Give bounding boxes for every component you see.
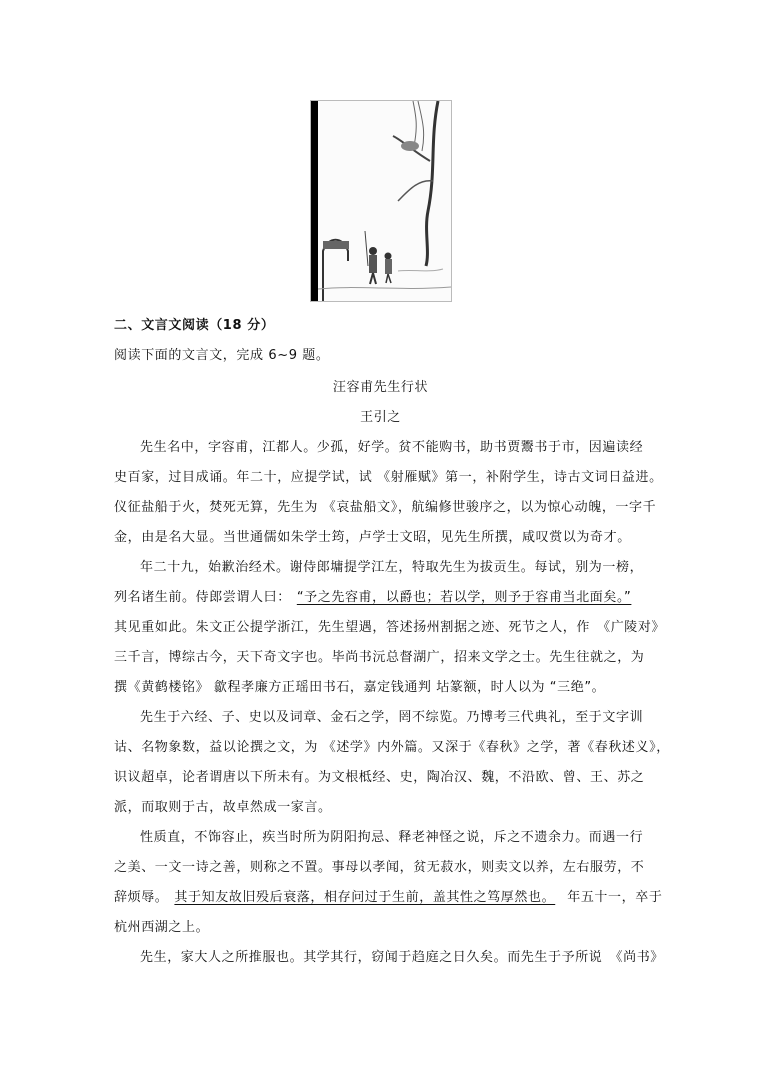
text-line: 其见重如此。朱文正公提学浙江，先生望遇，答述扬州割据之迹、死节之人，作 《广陵对》: [114, 620, 666, 635]
essay-author: 王引之: [360, 410, 401, 425]
text-line: 史百家，过目成诵。年二十，应提学试，试 《射雁赋》第一，补附学生，诗古文词日益进。: [114, 470, 663, 485]
essay-title: 汪容甫先生行状: [332, 380, 429, 395]
text-span: 年五十一，卒于: [567, 890, 663, 905]
text-line: 识议超卓，论者谓唐以下所未有。为文根柢经、史，陶冶汉、魏，不沿欧、曾、王、苏之: [114, 770, 645, 785]
text-line: 先生，家大人之所推服也。其学其行，窃闻于趋庭之日久矣。而先生于予所说 《尚书》: [140, 950, 664, 965]
text-line: 三千言，博综古今，天下奇文字也。毕尚书沅总督湖广，招来文学之士。先生往就之，为: [114, 650, 645, 665]
image-border-bar: [311, 101, 318, 301]
landscape-drawing: [318, 101, 451, 301]
text-line: 性质直，不饰容止，疾当时所为阴阳拘忌、释老神怪之说，斥之不遗余力。而遇一行: [140, 830, 644, 845]
text-line: 先生于六经、子、史以及词章、金石之学，罔不综览。乃博考三代典礼，至于文字训: [140, 710, 644, 725]
underlined-sentence: 其于知友故旧殁后衰落，相存问过于生前，盖其性之笃厚然也。: [174, 890, 556, 905]
text-line: 金，由是名大显。当世通儒如朱学士筠，卢学士文昭，见先生所撰，咸叹赏以为奇才。: [114, 530, 631, 545]
text-line: 先生名中，字容甫，江都人。少孤，好学。贫不能购书，助书贾鬻书于市，因遍读经: [140, 440, 644, 455]
text-span: 辞烦辱。: [114, 890, 169, 905]
instruction-text: 阅读下面的文言文，完成 6~9 题。: [114, 348, 330, 363]
underlined-sentence: “予之先容甫，以爵也；若以学，则予于容甫当北面矣。”: [296, 590, 632, 605]
text-line: 杭州西湖之上。: [114, 920, 210, 935]
text-line: 诂、名物象数，益以论撰之文，为 《述学》内外篇。又深于《春秋》之学，著《春秋述义》，: [114, 740, 670, 755]
ink-painting-illustration: [310, 100, 452, 302]
text-line: 仪征盐船于火，焚死无算，先生为 《哀盐船文》，航编修世骏序之，以为惊心动魄，一字千: [114, 500, 657, 515]
text-line: [114, 590, 631, 606]
section-heading: 二、文言文阅读（18 分）: [114, 318, 275, 333]
text-line: 派，而取则于古，故卓然成一家言。: [114, 800, 332, 815]
text-line: 之美、一文一诗之善，则称之不置。事母以孝闻，贫无菽水，则卖文以养，左右服劳，不: [114, 860, 645, 875]
text-line: 年二十九，始歉治经术。谢侍郎墉提学江左，特取先生为拔贡生。每试，别为一榜，: [140, 560, 644, 575]
text-line: 撰《黄鹤楼铭》 歙程孝廉方正瑶田书石，嘉定钱通判 坫篆额，时人以为 “三绝”。: [114, 680, 606, 695]
text-line: [114, 890, 662, 906]
text-span: 列名诸生前。侍郎尝谓人曰：: [114, 590, 291, 605]
